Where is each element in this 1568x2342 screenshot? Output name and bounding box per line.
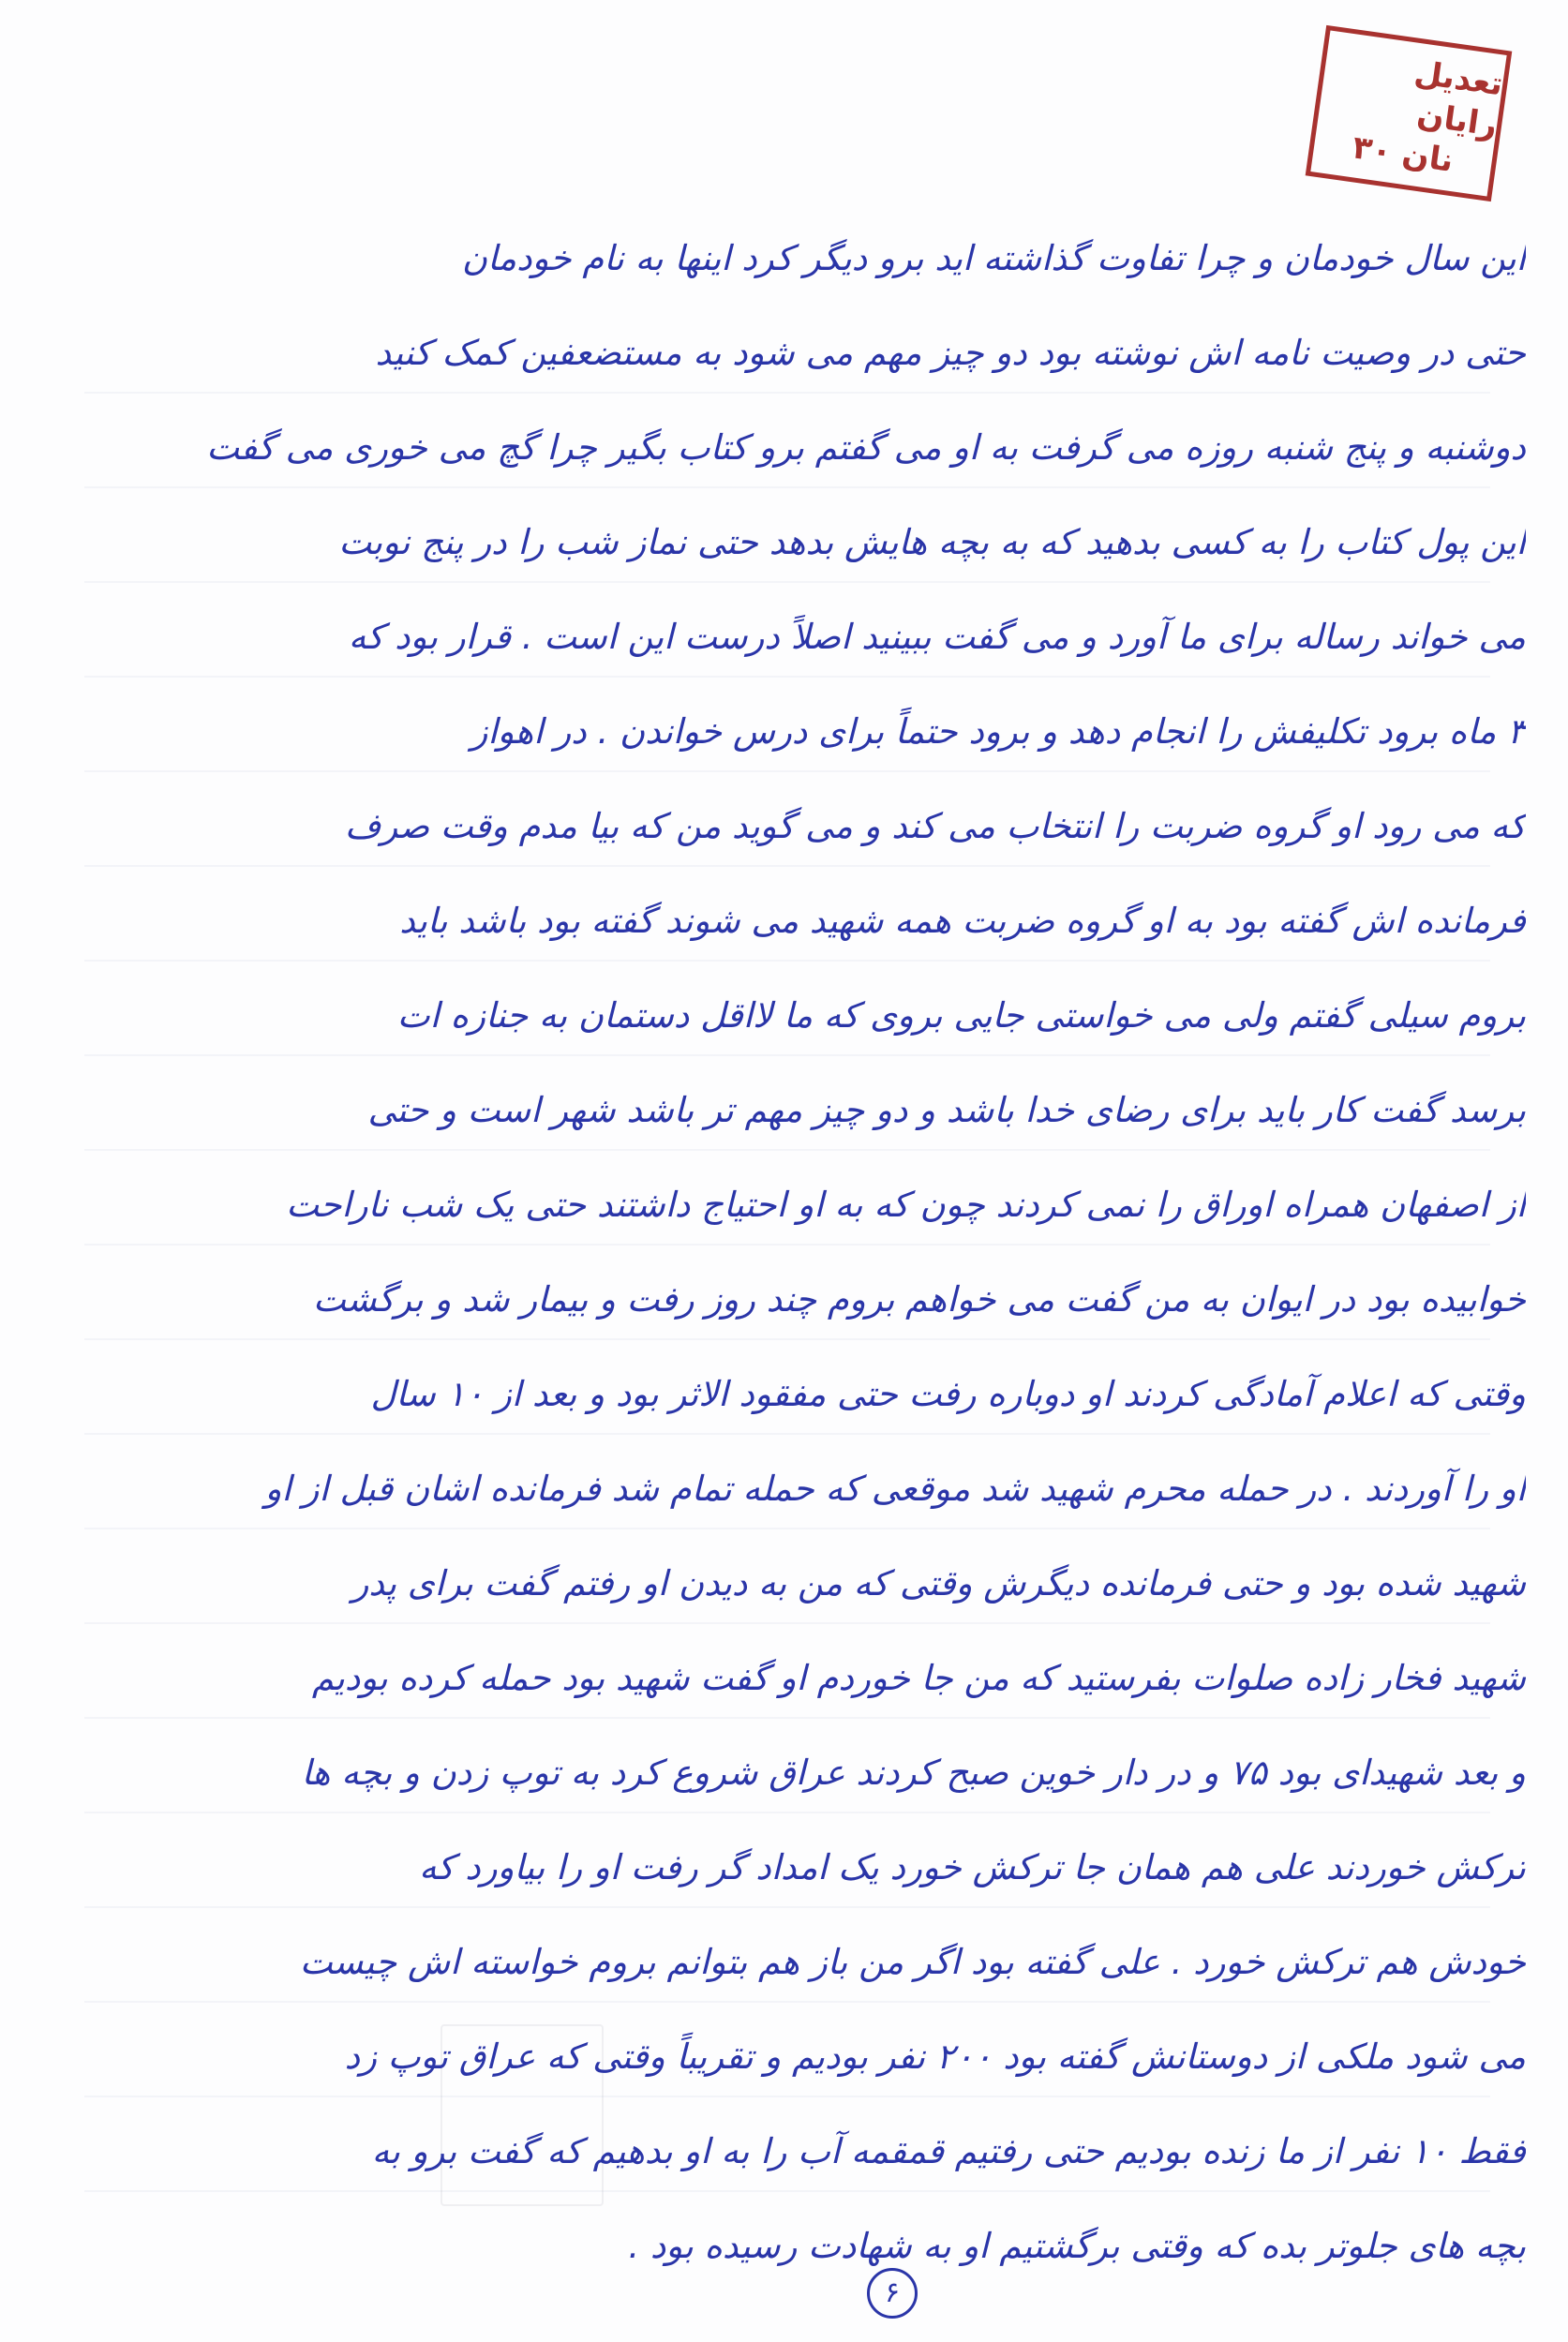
letter-line: بروم سیلی گفتم ولی می خواستی جایی بروی که ما لااقل دستمان به جنازه ات	[396, 995, 1526, 1036]
letter-line: فرمانده اش گفته بود به او گروه ضربت همه شهید می شوند گفته بود باشد باید	[399, 901, 1526, 941]
letter-line: ۳ ماه برود تکلیفش را انجام دهد و برود حتماً برای درس خواندن . در اهواز	[470, 711, 1526, 752]
handwritten-letter-body	[52, 211, 1526, 2293]
letter-line: ترکش خوردند علی هم همان جا ترکش خورد یک امداد گر رفت او را بیاورد که	[419, 1847, 1526, 1887]
letter-line: برسد گفت کار باید برای رضای خدا باشد و دو چیز مهم تر باشد شهر است و حتی	[367, 1090, 1526, 1130]
letter-line: شهید فخار زاده صلوات بفرستید که من جا خوردم او گفت شهید بود حمله کرده بودیم	[311, 1658, 1526, 1698]
circled-page-number: ۶	[867, 2268, 918, 2319]
letter-line: این پول کتاب را به کسی بدهید که به بچه هایش بدهد حتی نماز شب را در پنج نوبت	[338, 522, 1526, 562]
archive-stamp	[1306, 25, 1513, 201]
letter-line: شهید شده بود و حتی فرمانده دیگرش وقتی که من به دیدن او رفتم گفت برای پدر	[351, 1563, 1526, 1604]
letter-line: وقتی که اعلام آمادگی کردند او دوباره رفت حتی مفقود الاثر بود و بعد از ۱۰ سال	[370, 1374, 1526, 1414]
letter-line: این سال خودمان و چرا تفاوت گذاشته اید برو دیگر کرد اینها به نام خودمان	[461, 238, 1526, 278]
letter-line: می شود ملکی از دوستانش گفته بود ۲۰۰ نفر بودیم و تقریباً وقتی که عراق توپ زد	[344, 2036, 1526, 2077]
stamp-line-1: تعدیل رایان	[1411, 53, 1505, 145]
letter-line: خودش هم ترکش خورد . علی گفته بود اگر من باز هم بتوانم بروم خواسته اش چیست	[299, 1942, 1526, 1982]
letter-line: و بعد شهیدای بود ۷۵ و در دار خوین صبح کردند عراق شروع کرد به توپ زدن و بچه ها	[301, 1753, 1526, 1793]
letter-line: فقط ۱۰ نفر از ما زنده بودیم حتی رفتیم قمقمه آب را به او بدهیم که گفت برو به	[371, 2131, 1526, 2171]
letter-line: او را آوردند . در حمله محرم شهید شد موقعی که حمله تمام شد فرمانده اشان قبل از او	[264, 1469, 1526, 1509]
letter-line: می خواند رساله برای ما آورد و می گفت ببینید اصلاً درست این است . قرار بود که	[348, 617, 1526, 657]
letter-line: خوابیده بود در ایوان به من گفت می خواهم بروم چند روز رفت و بیمار شد و برگشت	[313, 1279, 1526, 1320]
letter-line: دوشنبه و پنج شنبه روزه می گرفت به او می گفتم برو کتاب بگیر چرا گچ می خوری می گفت	[206, 427, 1526, 468]
letter-line: حتی در وصیت نامه اش نوشته بود دو چیز مهم می شود به مستضعفین کمک کنید	[375, 333, 1526, 373]
stamp-line-2: نان ۳۰	[1350, 128, 1456, 180]
letter-line: از اصفهان همراه اوراق را نمی کردند چون که به او احتیاج داشتند حتی یک شب ناراحت	[286, 1185, 1526, 1225]
letter-line: بچه های جلوتر بده که وقتی برگشتیم او به شهادت رسیده بود .	[628, 2226, 1526, 2266]
letter-line: که می رود او گروه ضربت را انتخاب می کند و می گوید من که بیا مدم وقت صرف	[344, 806, 1526, 846]
